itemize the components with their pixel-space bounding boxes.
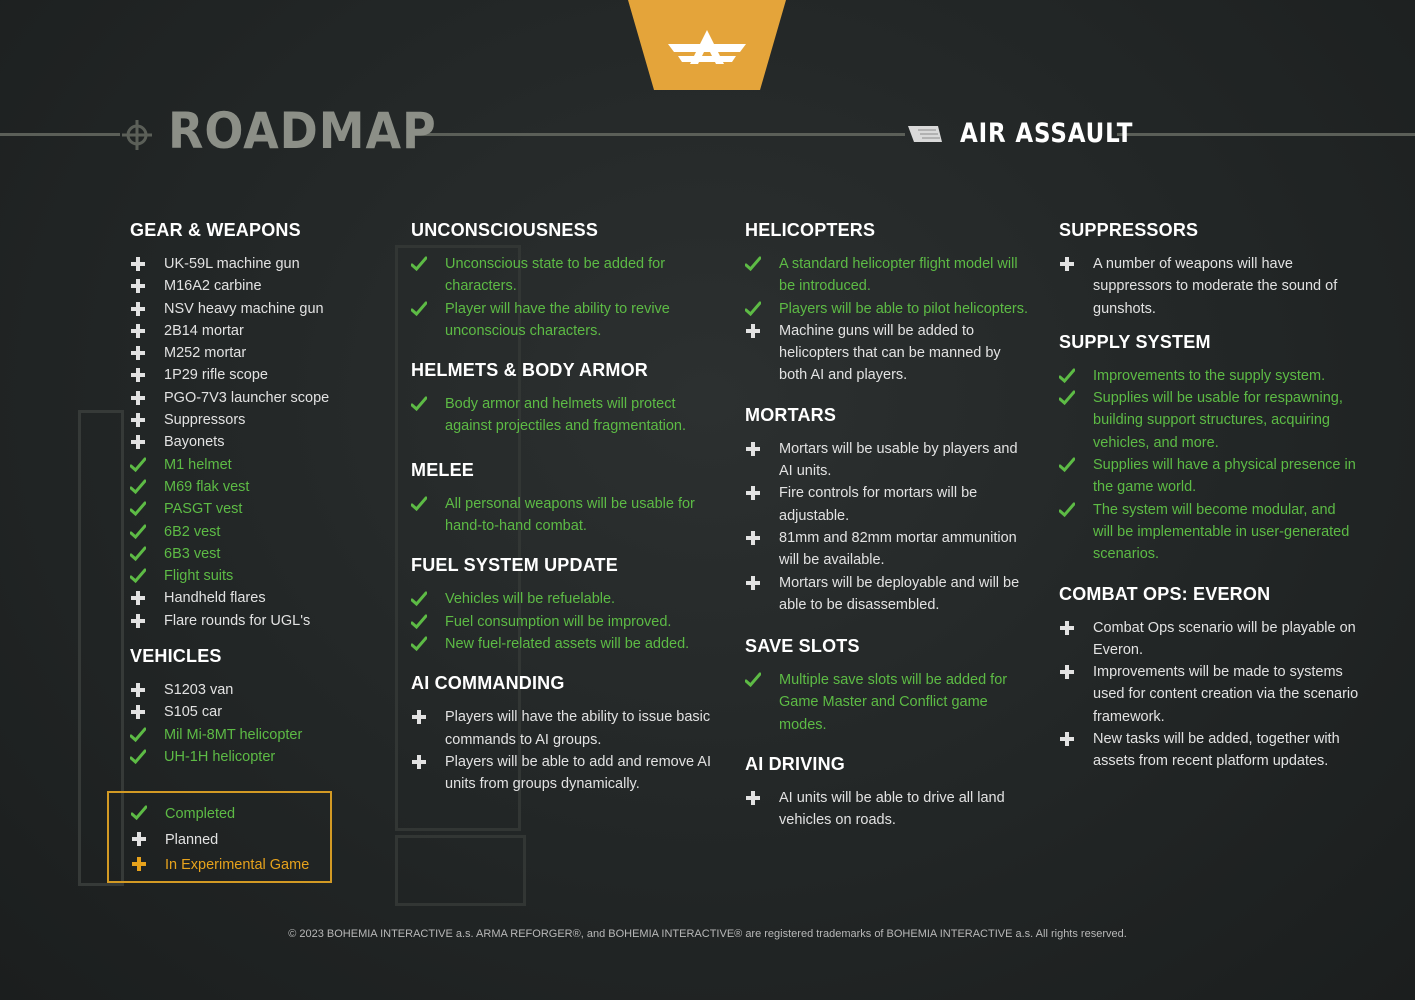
roadmap-item-text: Improvements to the supply system. <box>1093 367 1326 384</box>
roadmap-item-text: Flight suits <box>164 568 234 585</box>
roadmap-item <box>130 587 380 609</box>
roadmap-item <box>411 298 721 343</box>
roadmap-item-text: NSV heavy machine gun <box>164 300 324 317</box>
roadmap-item <box>130 364 380 386</box>
roadmap-item <box>745 320 1030 387</box>
roadmap-item-text: Mortars will be deployable and will be able to be disassembled. <box>779 574 1020 613</box>
plus-icon <box>130 253 146 275</box>
plus-icon <box>130 701 146 723</box>
checkmark-icon <box>745 669 761 691</box>
roadmap-section <box>1059 584 1359 773</box>
checkmark-icon <box>130 476 146 498</box>
plus-icon <box>745 320 761 342</box>
roadmap-section <box>411 360 721 438</box>
section-title: AI COMMANDING <box>411 673 565 694</box>
plus-icon <box>745 787 761 809</box>
checkmark-icon <box>1059 365 1075 387</box>
roadmap-item <box>1059 365 1359 387</box>
roadmap-item <box>130 610 380 632</box>
header-line-right <box>1117 133 1415 136</box>
roadmap-item-text: S105 car <box>164 704 223 721</box>
roadmap-section <box>745 754 1030 832</box>
roadmap-item-text: Players will be able to pilot helicopters. <box>779 300 1029 317</box>
column-1 <box>130 220 380 768</box>
plus-icon <box>130 364 146 386</box>
crosshair-icon <box>122 120 152 155</box>
roadmap-item <box>130 543 380 565</box>
roadmap-item-text: Suppressors <box>164 412 246 429</box>
roadmap-item-text: M252 mortar <box>164 345 247 362</box>
checkmark-icon <box>411 633 427 655</box>
checkmark-icon <box>411 493 427 515</box>
roadmap-item-text: Multiple save slots will be added for Game Master and Conflict game modes. <box>779 672 1008 733</box>
checkmark-icon <box>130 498 146 520</box>
roadmap-item-text: New fuel-related assets will be added. <box>445 635 690 652</box>
flag-icon <box>908 125 942 148</box>
section-title: VEHICLES <box>130 646 222 667</box>
roadmap-item <box>1059 661 1359 728</box>
roadmap-section <box>1059 332 1359 566</box>
plus-icon <box>1059 661 1075 683</box>
checkmark-icon <box>411 393 427 415</box>
checkmark-icon <box>1059 387 1075 409</box>
roadmap-item-text: UK-59L machine gun <box>164 256 300 272</box>
plus-icon <box>411 751 427 773</box>
roadmap-item-text: Body armor and helmets will protect against projectiles and fragmentation. <box>445 396 687 435</box>
roadmap-item-text: Mortars will be usable by players and AI units. <box>779 440 1018 480</box>
roadmap-item-text: Supplies will be usable for respawning, building support structures, acquiring vehicles, and more. <box>1093 390 1343 451</box>
roadmap-item <box>130 298 380 320</box>
roadmap-item <box>1059 728 1359 773</box>
roadmap-item-text: Fire controls for mortars will be adjustable. <box>779 485 978 524</box>
column-2 <box>411 220 721 795</box>
plus-icon <box>131 853 147 875</box>
page-title: ROADMAP <box>168 102 437 160</box>
plus-icon <box>130 431 146 453</box>
roadmap-item <box>745 787 1030 832</box>
plus-icon <box>130 610 146 632</box>
roadmap-item-text: M16A2 carbine <box>164 278 262 295</box>
plus-icon <box>745 438 761 460</box>
checkmark-icon <box>130 565 146 587</box>
checkmark-icon <box>411 298 427 320</box>
roadmap-item-text: M1 helmet <box>164 456 232 473</box>
checkmark-icon <box>130 543 146 565</box>
roadmap-section <box>411 555 721 655</box>
roadmap-item <box>130 746 380 768</box>
roadmap-item <box>1059 387 1359 454</box>
checkmark-icon <box>130 724 146 746</box>
roadmap-item <box>130 701 380 723</box>
roadmap-item <box>130 387 380 409</box>
checkmark-icon <box>411 611 427 633</box>
roadmap-item <box>745 527 1030 572</box>
roadmap-section <box>411 220 721 342</box>
plus-icon <box>1059 728 1075 750</box>
roadmap-item-text: Flare rounds for UGL's <box>164 612 311 629</box>
roadmap-section <box>411 460 721 538</box>
background-decoration <box>395 835 526 906</box>
roadmap-item <box>130 724 380 746</box>
plus-icon <box>131 828 147 850</box>
roadmap-item-text: S1203 van <box>164 682 234 699</box>
roadmap-item-text: New tasks will be added, together with assets from recent platform updates. <box>1093 731 1340 770</box>
roadmap-item-text: Improvements will be made to systems used for content creation via the scenario framework. <box>1093 664 1359 725</box>
roadmap-section <box>745 405 1030 616</box>
roadmap-item-text: Machine guns will be added to helicopters that can be manned by both AI and players. <box>779 322 1001 384</box>
roadmap-item-text: Planned <box>165 831 219 848</box>
roadmap-item <box>130 431 380 453</box>
legend <box>107 791 332 883</box>
roadmap-item-text: Bayonets <box>164 434 225 451</box>
roadmap-item-text: Fuel consumption will be improved. <box>445 613 672 630</box>
roadmap-item-text: All personal weapons will be usable for hand-to-hand combat. <box>445 495 695 535</box>
roadmap-item <box>411 253 721 298</box>
section-title: SAVE SLOTS <box>745 636 860 657</box>
plus-icon <box>130 587 146 609</box>
roadmap-item <box>411 611 721 633</box>
checkmark-icon <box>130 746 146 768</box>
section-title: COMBAT OPS: EVERON <box>1059 583 1271 604</box>
roadmap-item <box>745 669 1030 736</box>
plus-icon <box>1059 253 1075 275</box>
roadmap-item <box>1059 499 1359 566</box>
section-title: AI DRIVING <box>745 754 846 775</box>
roadmap-item <box>745 298 1030 320</box>
plus-icon <box>130 275 146 297</box>
roadmap-item <box>745 253 1030 298</box>
roadmap-item <box>130 342 380 364</box>
roadmap-item <box>411 493 721 538</box>
roadmap-item <box>131 802 330 828</box>
plus-icon <box>745 482 761 504</box>
roadmap-item <box>130 565 380 587</box>
roadmap-item <box>130 253 380 275</box>
roadmap-item-text: In Experimental Game <box>165 857 310 874</box>
section-title: HELMETS & BODY ARMOR <box>411 360 649 381</box>
section-title: MELEE <box>411 459 475 480</box>
section-title: GEAR & WEAPONS <box>130 220 301 240</box>
checkmark-icon <box>411 588 427 610</box>
roadmap-item-text: Vehicles will be refuelable. <box>445 591 616 608</box>
roadmap-item-text: Handheld flares <box>164 590 266 607</box>
roadmap-section <box>130 646 380 768</box>
roadmap-item-text: 81mm and 82mm mortar ammunition will be available. <box>779 529 1017 569</box>
checkmark-icon <box>745 298 761 320</box>
game-logo <box>628 0 786 90</box>
roadmap-item-text: Supplies will have a physical presence in the game world. <box>1093 457 1356 496</box>
header-line-middle <box>415 133 905 136</box>
roadmap-item <box>131 828 330 854</box>
roadmap-item <box>1059 617 1359 662</box>
plus-icon <box>745 572 761 594</box>
plus-icon <box>130 298 146 320</box>
update-title: AIR ASSAULT <box>960 118 1134 149</box>
roadmap-item <box>411 633 721 655</box>
roadmap-item-text: 6B2 vest <box>164 523 221 540</box>
section-title: SUPPRESSORS <box>1059 220 1199 240</box>
roadmap-item-text: Players will be able to add and remove AI units from groups dynamically. <box>445 753 711 793</box>
roadmap-item <box>411 588 721 610</box>
section-title: UNCONSCIOUSNESS <box>411 220 599 240</box>
roadmap-item-text: UH-1H helicopter <box>164 748 276 765</box>
roadmap-item <box>1059 253 1359 320</box>
checkmark-icon <box>130 454 146 476</box>
section-title: MORTARS <box>745 404 837 425</box>
checkmark-icon <box>1059 499 1075 521</box>
roadmap-item <box>130 409 380 431</box>
roadmap-item <box>745 482 1030 527</box>
roadmap-section <box>1059 220 1359 320</box>
roadmap-item-text: A standard helicopter flight model will be introduced. <box>779 256 1018 295</box>
roadmap-item <box>130 679 380 701</box>
plus-icon <box>130 679 146 701</box>
section-title: SUPPLY SYSTEM <box>1059 331 1211 352</box>
section-title: FUEL SYSTEM UPDATE <box>411 555 618 576</box>
roadmap-item <box>130 498 380 520</box>
roadmap-item-text: PASGT vest <box>164 501 243 518</box>
checkmark-icon <box>1059 454 1075 476</box>
checkmark-icon <box>130 521 146 543</box>
column-3 <box>745 220 1030 832</box>
plus-icon <box>1059 617 1075 639</box>
roadmap-section <box>745 220 1030 387</box>
roadmap-item <box>130 275 380 297</box>
roadmap-item <box>131 853 330 879</box>
plus-icon <box>411 706 427 728</box>
roadmap-section <box>745 636 1030 736</box>
roadmap-item-text: 2B14 mortar <box>164 322 244 339</box>
roadmap-item-text: Unconscious state to be added for characters. <box>445 256 666 295</box>
roadmap-item-text: The system will become modular, and will be implementable in user-generated scenarios. <box>1093 501 1350 563</box>
footer-copyright: © 2023 BOHEMIA INTERACTIVE a.s. ARMA REFORGER®, and BOHEMIA INTERACTIVE® are registered trademarks of BOHEMIA INTERACTIVE a.s. All rights reserved. <box>288 928 1127 940</box>
roadmap-item-text: Completed <box>165 806 236 822</box>
roadmap-item <box>745 438 1030 483</box>
roadmap-item <box>130 320 380 342</box>
plus-icon <box>130 342 146 364</box>
plus-icon <box>745 527 761 549</box>
roadmap-item-text: PGO-7V3 launcher scope <box>164 389 330 406</box>
checkmark-icon <box>411 253 427 275</box>
roadmap-item-text: Players will have the ability to issue basic commands to AI groups. <box>445 709 711 748</box>
roadmap-item-text: Mil Mi-8MT helicopter <box>164 726 303 743</box>
roadmap-item-text: A number of weapons will have suppressors to moderate the sound of gunshots. <box>1093 256 1338 317</box>
header-line-left <box>0 133 120 136</box>
section-title: HELICOPTERS <box>745 220 876 240</box>
roadmap-item <box>130 476 380 498</box>
roadmap-item-text: AI units will be able to drive all land vehicles on roads. <box>779 790 1005 829</box>
plus-icon <box>130 409 146 431</box>
checkmark-icon <box>745 253 761 275</box>
roadmap-section <box>130 220 380 632</box>
plus-icon <box>130 387 146 409</box>
roadmap-item <box>130 454 380 476</box>
roadmap-item-text: 1P29 rifle scope <box>164 367 268 384</box>
roadmap-item <box>411 706 721 751</box>
roadmap-item-text: 6B3 vest <box>164 545 221 562</box>
roadmap-item <box>1059 454 1359 499</box>
column-4 <box>1059 220 1359 773</box>
roadmap-item-text: Combat Ops scenario will be playable on Everon. <box>1093 619 1356 658</box>
roadmap-item <box>130 521 380 543</box>
plus-icon <box>130 320 146 342</box>
roadmap-item <box>411 393 721 438</box>
roadmap-item <box>411 751 721 796</box>
roadmap-item-text: M69 flak vest <box>164 478 250 495</box>
roadmap-item-text: Player will have the ability to revive unconscious characters. <box>445 300 670 339</box>
checkmark-icon <box>131 802 147 824</box>
roadmap-section <box>411 673 721 795</box>
roadmap-item <box>745 572 1030 617</box>
